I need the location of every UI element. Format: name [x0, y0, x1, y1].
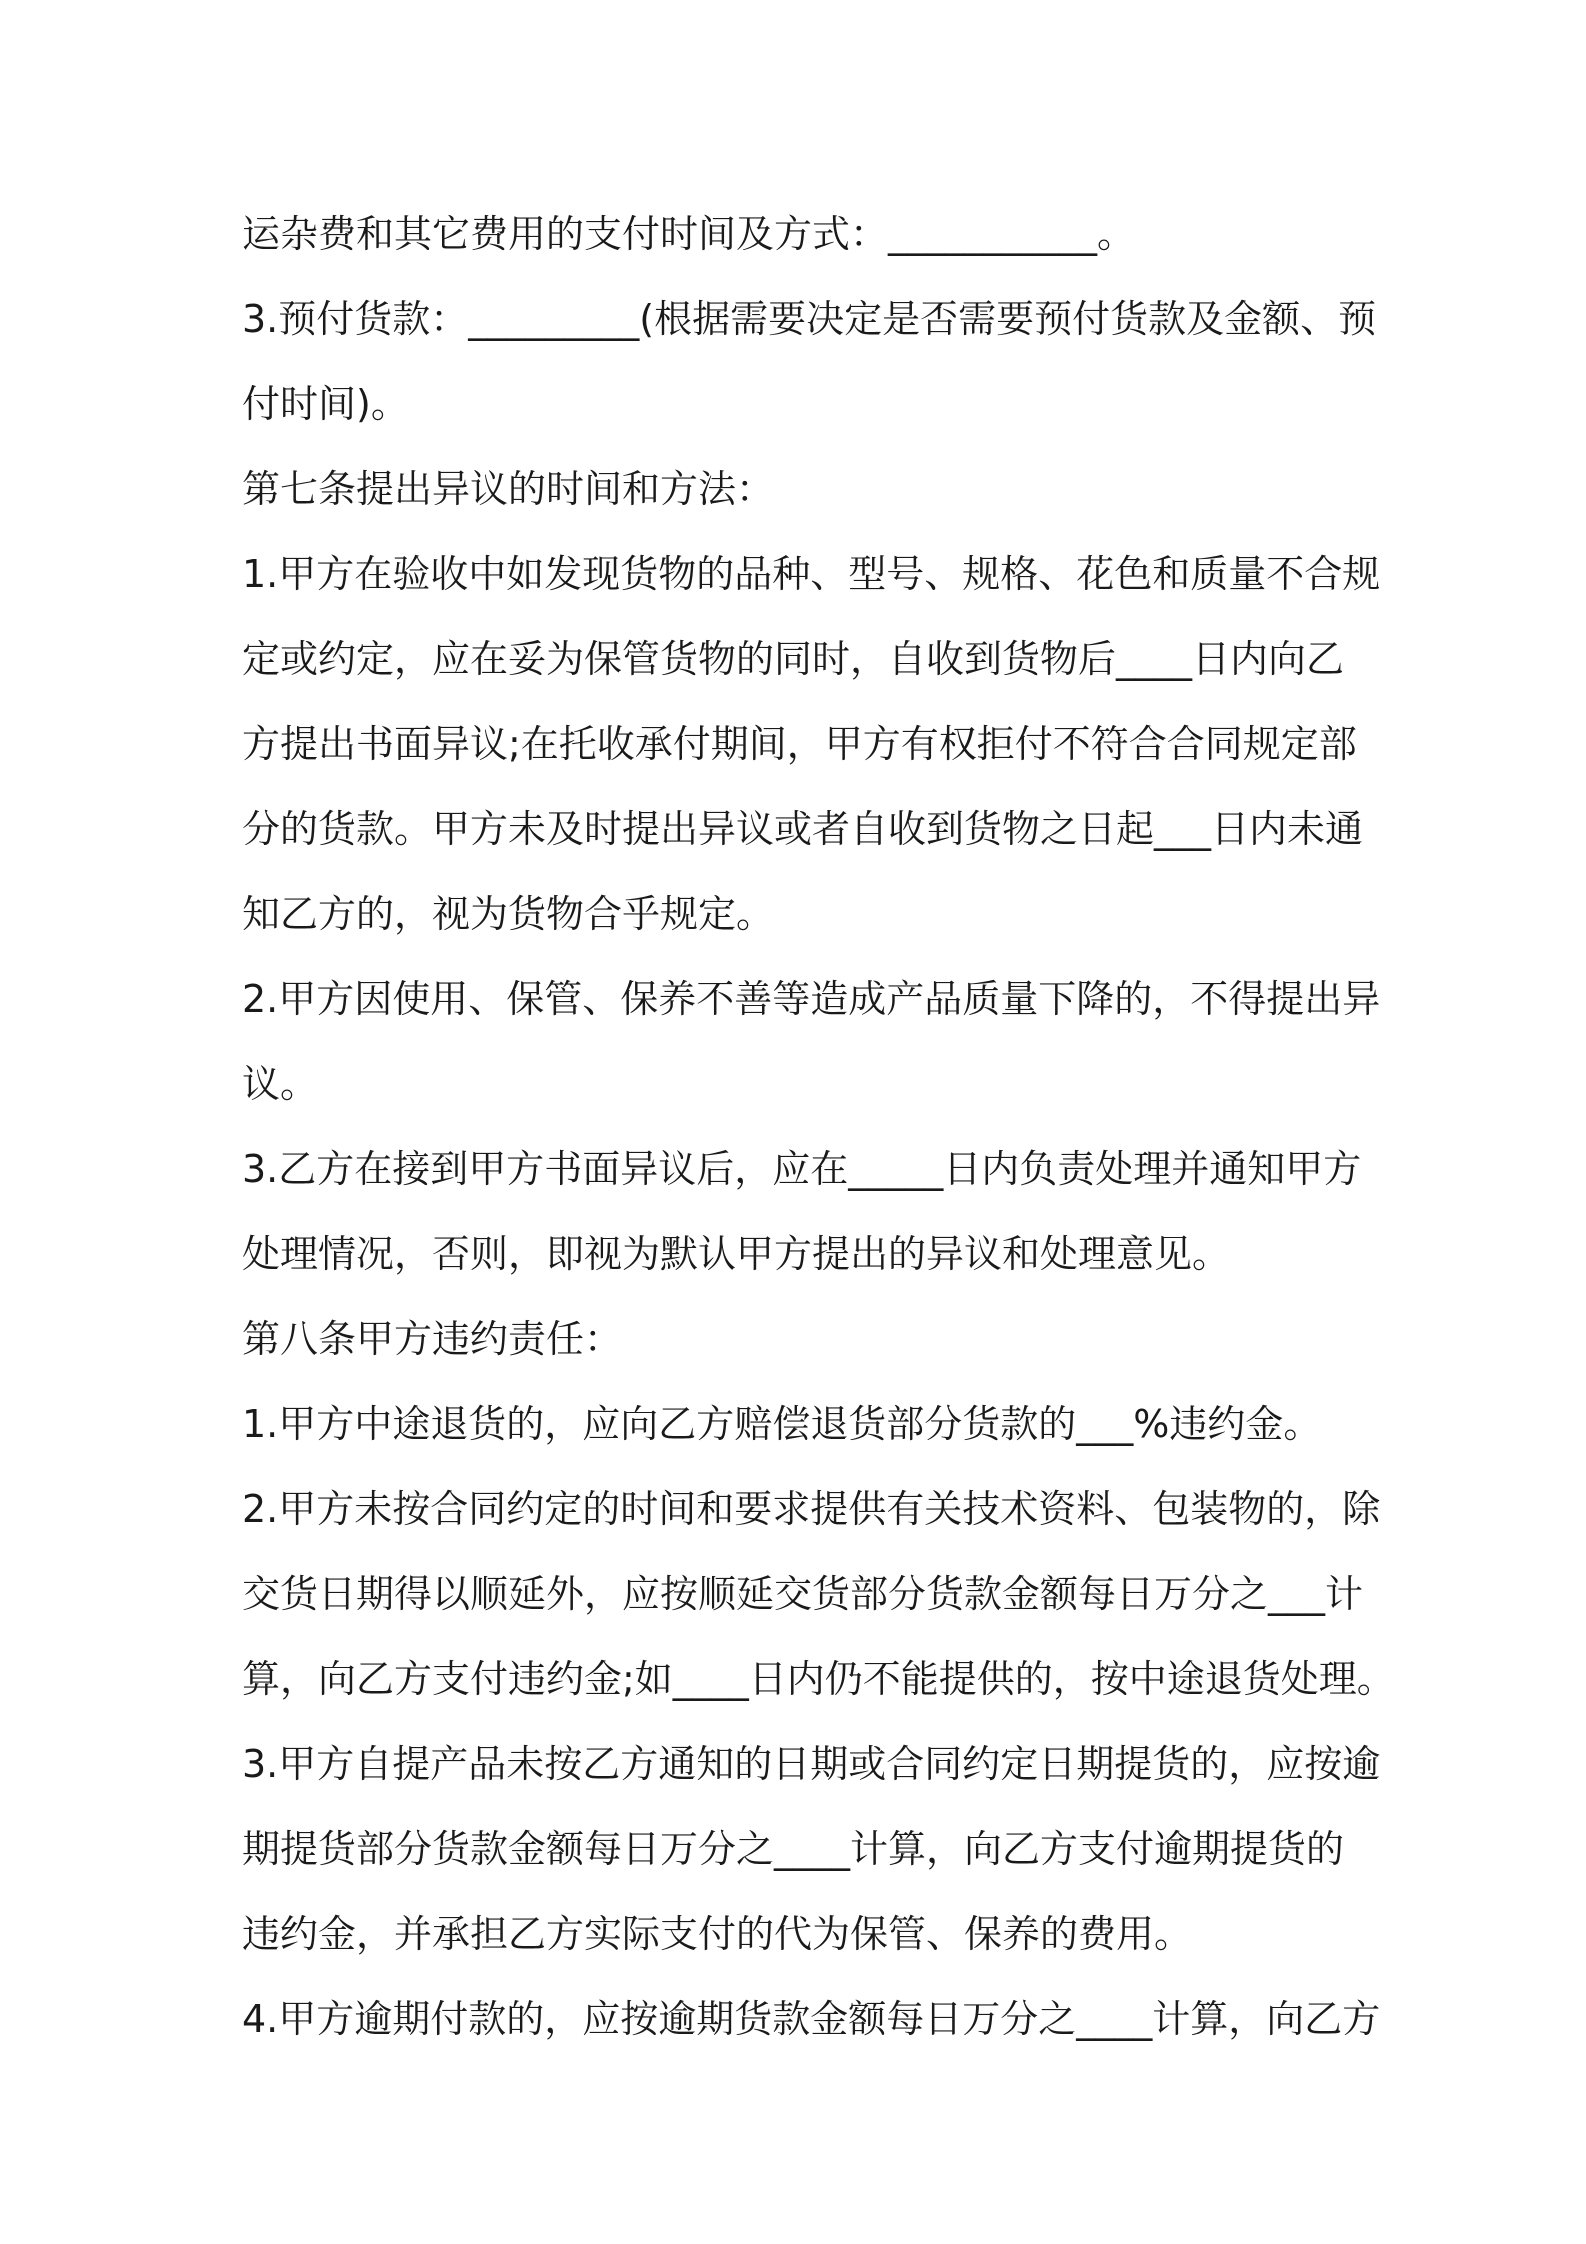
text-line: 期提货部分货款金额每日万分之____计算，向乙方支付逾期提货的 [242, 1827, 1345, 1871]
text-line: 2.甲方未按合同约定的时间和要求提供有关技术资料、包装物的，除 [242, 1487, 1381, 1531]
text-line: 交货日期得以顺延外，应按顺延交货部分货款金额每日万分之___计 [242, 1572, 1364, 1616]
text-line: 定或约定，应在妥为保管货物的同时，自收到货物后____日内向乙 [242, 637, 1345, 681]
document-body [242, 192, 1395, 2062]
text-line: 3.预付货款：_________(根据需要决定是否需要预付货款及金额、预 [242, 297, 1377, 341]
text-line: 议。 [242, 1062, 319, 1106]
text-line: 处理情况，否则，即视为默认甲方提出的异议和处理意见。 [242, 1232, 1231, 1276]
text-line: 3.甲方自提产品未按乙方通知的日期或合同约定日期提货的，应按逾 [242, 1742, 1381, 1786]
text-line: 1.甲方在验收中如发现货物的品种、型号、规格、花色和质量不合规 [242, 552, 1381, 596]
text-line: 付时间)。 [242, 382, 409, 426]
text-line: 2.甲方因使用、保管、保养不善等造成产品质量下降的，不得提出异 [242, 977, 1381, 1021]
text-line: 运杂费和其它费用的支付时间及方式：___________。 [242, 212, 1136, 256]
section-heading: 第七条提出异议的时间和方法： [242, 467, 775, 511]
section-heading: 第八条甲方违约责任： [242, 1317, 623, 1361]
text-line: 违约金，并承担乙方实际支付的代为保管、保养的费用。 [242, 1912, 1193, 1956]
text-line: 算，向乙方支付违约金;如____日内仍不能提供的，按中途退货处理。 [242, 1657, 1395, 1701]
text-line: 分的货款。甲方未及时提出异议或者自收到货物之日起___日内未通 [242, 807, 1364, 851]
text-line: 3.乙方在接到甲方书面异议后，应在_____日内负责处理并通知甲方 [242, 1147, 1362, 1191]
text-line: 4.甲方逾期付款的，应按逾期货款金额每日万分之____计算，向乙方 [242, 1997, 1381, 2041]
text-line: 1.甲方中途退货的，应向乙方赔偿退货部分货款的___%违约金。 [242, 1402, 1322, 1446]
text-line: 知乙方的，视为货物合乎规定。 [242, 892, 775, 936]
text-line: 方提出书面异议;在托收承付期间，甲方有权拒付不符合合同规定部 [242, 722, 1357, 766]
